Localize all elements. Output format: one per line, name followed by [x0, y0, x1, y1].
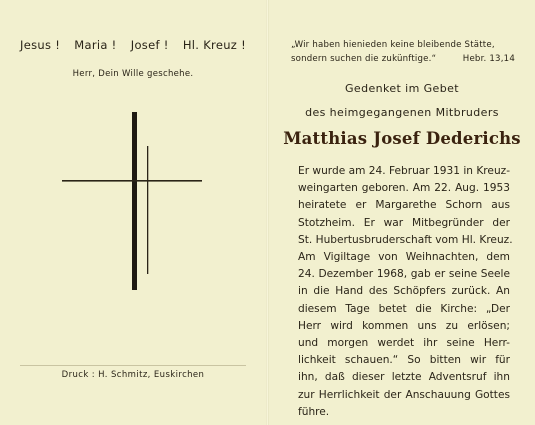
quote-reference: Hebr. 13,14 [462, 54, 515, 64]
quote-line-1: „Wir haben hienieden keine bleibende Stätte, [291, 40, 495, 50]
invocation-josef: Josef ! [130, 38, 169, 52]
subtitle: Herr, Dein Wille geschehe. [72, 69, 194, 79]
printer-credit: Druck : H. Schmitz, Euskirchen [61, 370, 205, 380]
bio-line: Am Vigiltage von Weihnachten, dem [298, 251, 510, 264]
bio-line: lichkeit schauen.“ So bitten wir für [298, 354, 510, 367]
gedenket-heading: Gedenket im Gebet [345, 82, 459, 95]
bio-line: führe. [298, 405, 330, 418]
invocation-jesus: Jesus ! [20, 38, 61, 52]
bio-line: und morgen werdet ihr seine Herr- [298, 337, 510, 350]
printer-rule [20, 365, 246, 366]
biography [298, 163, 513, 421]
bio-line: 24. Dezember 1968, gab er seine Seele [298, 268, 510, 281]
left-panel [0, 0, 266, 425]
bio-line: zur Herrlichkeit der Anschauung Gottes [298, 388, 510, 401]
bio-line: ihn, daß dieser letzte Adventsruf ihn [298, 371, 510, 384]
bio-line: Stotzheim. Er war Mitbegründer der [298, 216, 510, 229]
bio-line: weingarten geboren. Am 22. Aug. 1953 [298, 182, 510, 195]
mitbruder-heading: des heimgegangenen Mitbruders [305, 106, 499, 119]
bio-line: diesem Tage betet die Kirche: „Der [298, 302, 510, 315]
bio-line: Herr wird kommen uns zu erlösen; [298, 319, 510, 332]
cross-vertical-bar [132, 112, 137, 290]
invocation-kreuz: Hl. Kreuz ! [182, 38, 246, 52]
invocation-maria: Maria ! [74, 38, 117, 52]
cross-vertical-thin [147, 146, 148, 274]
bible-quote [291, 38, 515, 66]
quote-line-2: sondern suchen die zukünftige.“ [291, 54, 437, 64]
bio-line: St. Hubertusbruderschaft vom Hl. Kreuz. [298, 233, 513, 246]
bio-line: heiratete er Margarethe Schorn aus [298, 199, 510, 212]
deceased-name: Matthias Josef Dederichs [283, 129, 521, 148]
cross-icon [0, 0, 266, 425]
bio-line: in die Hand des Schöpfers zurück. An [298, 285, 510, 298]
cross-horizontal-bar [62, 180, 202, 182]
bio-line: Er wurde am 24. Februar 1931 in Kreuz- [298, 165, 511, 177]
right-panel [269, 0, 535, 425]
